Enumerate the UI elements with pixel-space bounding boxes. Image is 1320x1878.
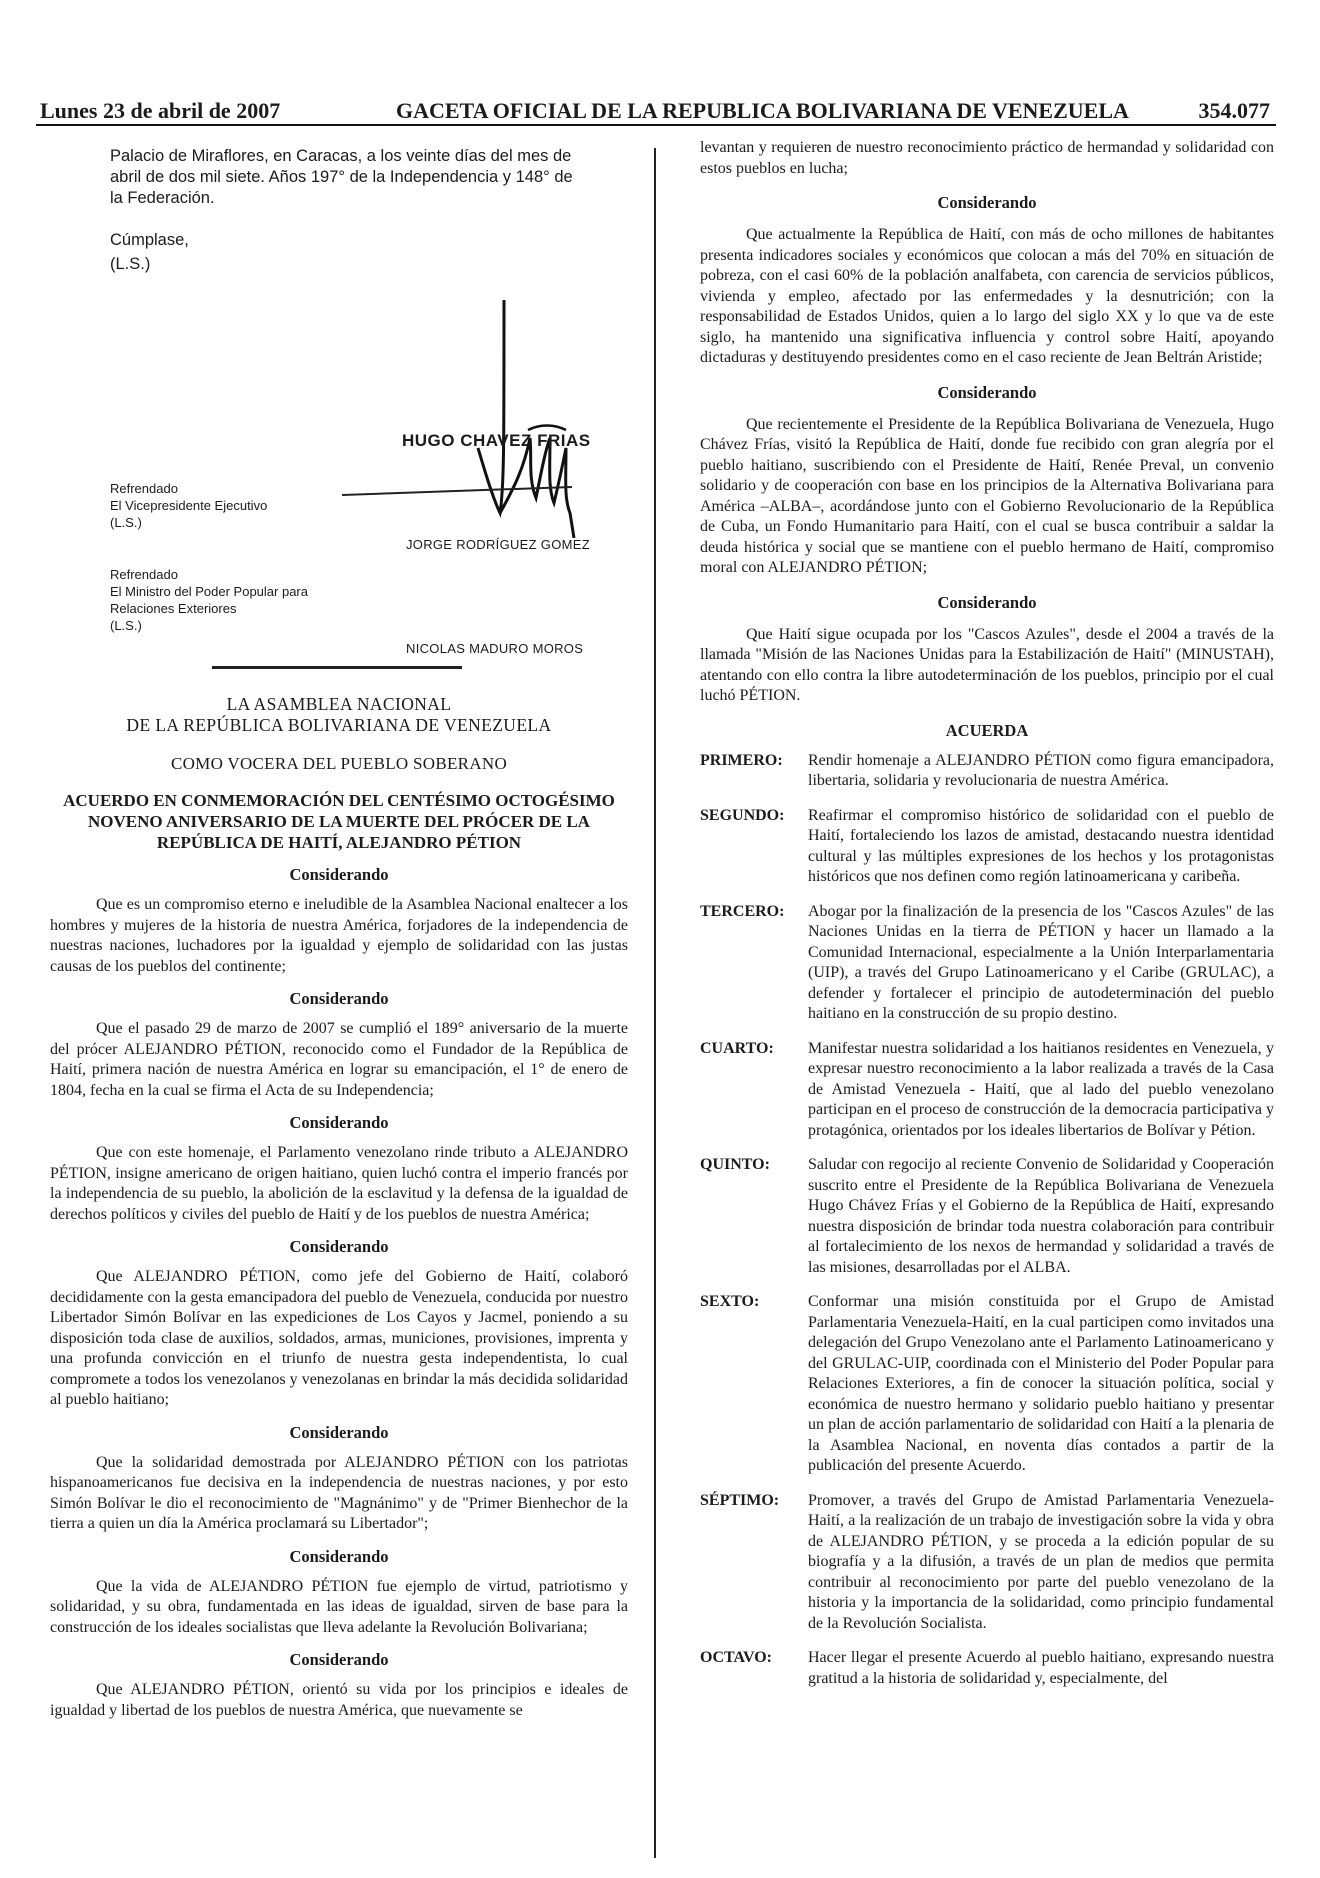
article-text: Manifestar nuestra solidaridad a los haitianos residentes en Venezuela, y expresar nuestro reconocimiento a la labor realizada a través de la Casa de Amistad Venezuela - Haití, que al lado del pueblo venezolano participan en el proceso de construcción de la democracia participativa y protagónica, orientados por los ideales libertarios de Bolívar y Pétion.	[808, 1039, 1274, 1139]
considerando-paragraph: Que Haití sigue ocupada por los "Cascos Azules", desde el 2004 a través de la llamada "Misión de las Naciones Unidas para la Estabilización de Haití" (MINUSTAH), atentando con ello contra la libre autodeterminación de los pueblos, principio por el cual luchó PÉTION.	[700, 625, 1274, 704]
article-label: SÉPTIMO:	[700, 1491, 780, 1509]
considerando-heading: Considerando	[289, 865, 389, 884]
ref1-label: Refrendado	[110, 481, 178, 496]
article-label: TERCERO:	[700, 902, 785, 920]
considerando-heading: Considerando	[937, 382, 1037, 402]
refrendado-vicepresidente	[110, 480, 370, 531]
refrendado-ministro	[110, 566, 370, 634]
vicepresident-name: JORGE RODRÍGUEZ GOMEZ	[406, 537, 590, 552]
article-label: PRIMERO:	[700, 751, 783, 769]
ref2-label: Refrendado	[110, 567, 178, 582]
considerando-paragraph: Que con este homenaje, el Parlamento venezolano rinde tributo a ALEJANDRO PÉTION, insigne americano de origen haitiano, quien luchó contra el imperio francés por la independencia de su pueblo, la abolición de la esclavitud y la defensa de la igualdad de derechos políticos y civiles del pueblo de Haití y de los pueblos de nuestra América;	[50, 1144, 628, 1223]
considerando-paragraph: Que actualmente la República de Haití, con más de ocho millones de habitantes presenta indicadores sociales y económicos que colocan a más del 70% en situación de pobreza, con el casi 60% de la población analfabeta, con carencia de servicios públicos, vivienda y empleo, afectado por las enfermedades y la desnutrición; con la responsabilidad de Estados Unidos, quien a lo largo del siglo XX y lo que va de este siglo, ha mantenido una significativa influencia y control sobre Haití, apoyando dictaduras y destituyendo presidentes como en el caso reciente de Jean Beltrán Aristide;	[700, 226, 1274, 366]
org-subtitle: COMO VOCERA DEL PUEBLO SOBERANO	[170, 754, 508, 773]
article-label: CUARTO:	[700, 1039, 774, 1057]
article-text: Rendir homenaje a ALEJANDRO PÉTION como figura emancipadora, libertaria, solidaria y revolucionaria de nuestra América.	[808, 751, 1274, 789]
org-line-2: DE LA REPÚBLICA BOLIVARIANA DE VENEZUELA	[126, 715, 552, 735]
article-label: SEGUNDO:	[700, 806, 785, 824]
acuerda-heading: ACUERDA	[945, 720, 1029, 740]
considerando-heading: Considerando	[289, 1546, 389, 1566]
article-sexto	[700, 1292, 1274, 1477]
right-column	[700, 138, 1274, 1703]
article-octavo	[700, 1648, 1274, 1689]
article-label: QUINTO:	[700, 1156, 770, 1173]
article-text: Conformar una misión constituida por el Grupo de Amistad Parlamentaria Venezuela-Haití, en la cual participen como invitados una delegación del Grupo Venezolano ante el Parlamento Latinoamericano y del GRULAC-UIP, coordinada con el Ministerio del Poder Popular para Relaciones Exteriores, a fin de conocer la situación política, social y económica de nuestro hermano y solidario pueblo haitiano y presentar un plan de acción parlamentario de solidaridad con Haití a la plenaria de la Asamblea Nacional, en noventa días contados a partir de la publicación del presente Acuerdo.	[808, 1293, 1274, 1474]
considerando-heading: Considerando	[289, 1422, 389, 1442]
article-tercero	[700, 902, 1274, 1025]
article-text: Hacer llegar el presente Acuerdo al pueblo haitiano, expresando nuestra gratitud a la historia de solidaridad y, especialmente, del	[808, 1649, 1274, 1687]
cumplase-block	[110, 228, 310, 276]
president-name: HUGO CHAVEZ FRIAS	[402, 431, 591, 450]
header-rule	[36, 124, 1276, 126]
article-quinto	[700, 1155, 1274, 1278]
article-label: OCTAVO:	[700, 1649, 772, 1666]
article-text: Abogar por la finalización de la presencia de los "Cascos Azules" de las Naciones Unidas en la tierra de PÉTION y hacer un llamado a la Comunidad Internacional, especialmente a la Unión Interparlamentaria (UIP), a través del Grupo Latinoamericano y el Caribe (GRULAC), a defender y fortalecer el principio de autodeterminación del pueblo haitiano en la construcción de su propio destino.	[808, 902, 1274, 1022]
organization-title	[50, 694, 628, 736]
header-date: Lunes 23 de abril de 2007	[40, 98, 281, 123]
considerando-paragraph: Que el pasado 29 de marzo de 2007 se cumplió el 189° aniversario de la muerte del prócer ALEJANDRO PÉTION, reconocido como el Fundador de la República de Haití, primera nación de nuestra América en lograr su emancipación, el 1° de enero de 1804, fecha en la cual se firma el Acta de su Independencia;	[50, 1020, 628, 1099]
minister-name: NICOLAS MADURO MOROS	[406, 641, 584, 656]
considerando-paragraph: Que la solidaridad demostrada por ALEJANDRO PÉTION con los patriotas hispanoamericanos fue decisiva en la independencia de nuestras naciones, y por esto Simón Bolívar le dio el reconocimiento de "Magnánimo" y de "Primer Bienhechor de la tierra a quien un día la América proclamará su Libertador";	[50, 1453, 628, 1532]
considerando-heading: Considerando	[937, 193, 1037, 212]
ref2-title: El Ministro del Poder Popular para Relaciones Exteriores	[110, 584, 308, 616]
article-text: Saludar con regocijo al reciente Convenio de Solidaridad y Cooperación suscrito entre el Presidente de la República Bolivariana de Venezuela Hugo Chávez Frías y el Gobierno de la República de Haití, expresando nuestra disposición de brindar toda nuestra colaboración para contribuir al fortalecimiento de los nexos de hermandad y solidaridad a través de las misiones, desarrolladas por el ALBA.	[808, 1156, 1274, 1276]
article-cuarto	[700, 1039, 1274, 1142]
signature-block	[50, 138, 628, 694]
article-text: Reafirmar el compromiso histórico de solidaridad con el pueblo de Haití, fortaleciendo los lazos de amistad, destacando nuestra identidad cultural y las múltiples expresiones de los hechos y los protagonistas históricos que nos definen como región latinoamericana y caribeña.	[808, 806, 1274, 885]
section-divider	[212, 666, 462, 669]
ref1-title: El Vicepresidente Ejecutivo	[110, 498, 268, 513]
ref1-ls: (L.S.)	[110, 515, 142, 530]
considerando-heading: Considerando	[289, 989, 389, 1008]
cumplase-label: Cúmplase,	[110, 231, 189, 249]
considerando-paragraph: Que ALEJANDRO PÉTION, como jefe del Gobierno de Haití, colaboró decididamente con la gesta emancipadora del pueblo de Venezuela, conducida por nuestro Libertador Simón Bolívar en las expediciones de Los Cayos y Jacmel, poniendo a su disposición toda clase de auxilios, soldados, armas, municiones, provisiones, imprenta y una profunda convicción en el triunfo de nuestra gesta independentista, lo cual compromete a todos los venezolanos y venezolanas en brindar la más decidida solidaridad al pueblo haitiano;	[50, 1268, 628, 1408]
org-line-1: LA ASAMBLEA NACIONAL	[226, 694, 452, 714]
considerando-paragraph: Que la vida de ALEJANDRO PÉTION fue ejemplo de virtud, patriotismo y solidaridad, y su obra, fundamentada en las ideas de igualdad, sirven de base para la construcción de los ideales socialistas que lleva adelante la Revolución Bolivariana;	[50, 1577, 628, 1636]
considerando-paragraph: Que ALEJANDRO PÉTION, orientó su vida por los principios e ideales de igualdad y libertad de los pueblos de nuestra América, que nuevamente se	[50, 1681, 628, 1719]
continued-paragraph: levantan y requieren de nuestro reconocimiento práctico de hermandad y solidaridad con estos pueblos en lucha;	[700, 139, 1274, 177]
header-title: GACETA OFICIAL DE LA REPUBLICA BOLIVARIANA DE VENEZUELA	[396, 98, 1129, 123]
considerando-heading: Considerando	[289, 1113, 389, 1132]
acuerdo-title: ACUERDO EN CONMEMORACIÓN DEL CENTÉSIMO OCTOGÉSIMO NOVENO ANIVERSARIO DE LA MUERTE DEL PRÓCER DE LA REPÚBLICA DE HAITÍ, ALEJANDRO PÉTION	[63, 791, 615, 852]
ref2-ls: (L.S.)	[110, 618, 142, 633]
left-column	[50, 138, 628, 1721]
considerando-heading: Considerando	[937, 592, 1037, 612]
column-divider	[654, 148, 656, 1858]
considerando-paragraph: Que recientemente el Presidente de la República Bolivariana de Venezuela, Hugo Chávez Frías, visitó la República de Haití, donde fue recibido con gran alegría por el pueblo haitiano, suscribiendo con el Presidente de Haití, Renée Preval, un convenio solidario y de cooperación con base en los principios de la Alternativa Bolivariana para América –ALBA–, acordándose junto con el Gobierno Revolucionario de la República de Cuba, un Fondo Humanitario para Haití, con el cual se busca contribuir a saldar la deuda histórica y social que se mantiene con el pueblo hermano de Haití, compromiso moral con ALEJANDRO PÉTION;	[700, 415, 1274, 576]
considerando-heading: Considerando	[289, 1237, 389, 1256]
palacio-text: Palacio de Miraflores, en Caracas, a los veinte días del mes de abril de dos mil siete. Años 197° de la Independencia y 148° de la Federación.	[110, 147, 573, 207]
article-label: SEXTO:	[700, 1293, 760, 1310]
header-page-number: 354.077	[1198, 98, 1270, 123]
considerando-paragraph: Que es un compromiso eterno e ineludible de la Asamblea Nacional enaltecer a los hombres y mujeres de la historia de nuestra América, forjadores de la independencia de nuestras naciones, luchadores por la igualdad y ejemplo de solidaridad con las justas causas de los pueblos del continente;	[50, 896, 628, 975]
article-septimo	[700, 1491, 1274, 1635]
handwritten-signature	[470, 298, 650, 538]
article-text: Promover, a través del Grupo de Amistad Parlamentaria Venezuela-Haití, a la realización de un trabajo de investigación sobre la vida y obra de ALEJANDRO PÉTION, y se proceda a la edición popular de su biografía y a la difusión, a través de un plan de medios que permita contribuir al reconocimiento por parte del pueblo venezolano de la historia y la importancia de la solidaridad, como principio fundamental de la Revolución Socialista.	[808, 1491, 1274, 1632]
considerando-heading: Considerando	[289, 1650, 389, 1669]
article-segundo	[700, 806, 1274, 888]
article-primero	[700, 751, 1274, 792]
ls-label: (L.S.)	[110, 255, 151, 273]
